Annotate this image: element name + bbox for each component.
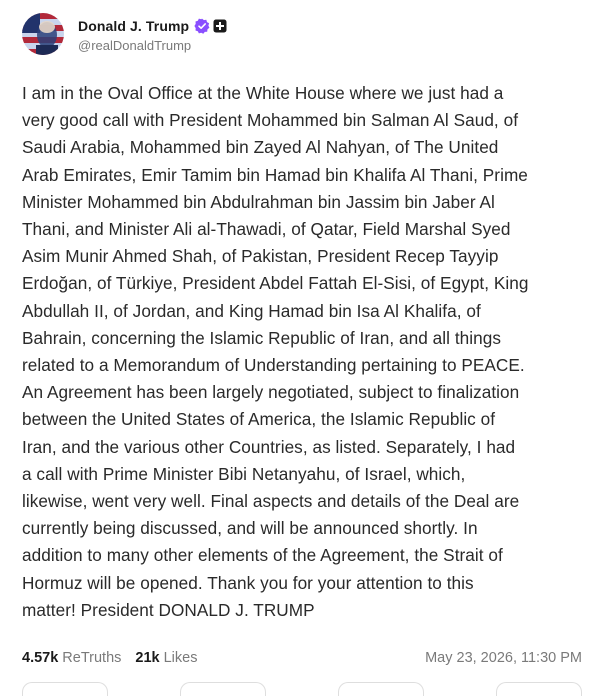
likes-count: 21k — [135, 650, 160, 666]
post-body-text: I am in the Oval Office at the White House where we just had a very good call with President Mohammed bin Salman Al Saud, of Saudi Arabia, Mohammed bin Zayed Al Nahyan, of The United Arab Emirates, Emir Tamim bin Hamad bin Khalifa Al Thani, Prime Minister Mohammed bin Abdulrahman bin Jassim bin Jaber Al Thani, and Minister Ali al-Thawadi, of Qatar, Field Marshal Syed Asim Munir Ahmed Shah, of Pakistan, President Recep Tayyip Erdoğan, of Türkiye, President Abdel Fattah El-Sisi, of Egypt, King Abdullah II, of Jordan, and King Hamad bin Isa Al Khalifa, of Bahrain, concerning the Islamic Republic of Iran, and all things related to a Memorandum of Understanding pertaining to PEACE. An Agreement has been largely negotiated, subject to finalization between the United States of America, the Islamic Republic of Iran, and the various other Countries, as listed. Separately, I had a call with Prime Minister Bibi Netanyahu, of Israel, which, likewise, went very well. Final aspects and details of the Deal are currently being discussed, and will be announced shortly. In addition to many other elements of the Agreement, the Strait of Hormuz will be opened. Thank you for your attention to this matter! President DONALD J. TRUMP — [22, 83, 529, 620]
reply-button[interactable] — [22, 682, 108, 696]
post-footer — [22, 650, 582, 666]
post-header — [22, 12, 227, 56]
avatar-image — [22, 13, 64, 55]
verified-badge-icon — [194, 18, 210, 34]
author-display-name[interactable]: Donald J. Trump — [78, 17, 190, 34]
likes-label: Likes — [163, 650, 198, 666]
retruths-label: ReTruths — [62, 650, 122, 666]
author-handle[interactable]: @realDonaldTrump — [78, 37, 192, 53]
share-button[interactable] — [496, 682, 582, 696]
action-bar — [22, 682, 582, 692]
retruths-stat[interactable] — [22, 650, 121, 666]
author-names — [78, 16, 227, 53]
plus-badge-icon — [213, 19, 227, 33]
retruths-count: 4.57k — [22, 650, 59, 666]
post-timestamp[interactable]: May 23, 2026, 11:30 PM — [425, 650, 582, 666]
likes-stat[interactable] — [135, 650, 197, 666]
like-button[interactable] — [338, 682, 424, 696]
retruth-button[interactable] — [180, 682, 266, 696]
author-name-row — [78, 16, 227, 36]
avatar[interactable] — [22, 13, 64, 55]
